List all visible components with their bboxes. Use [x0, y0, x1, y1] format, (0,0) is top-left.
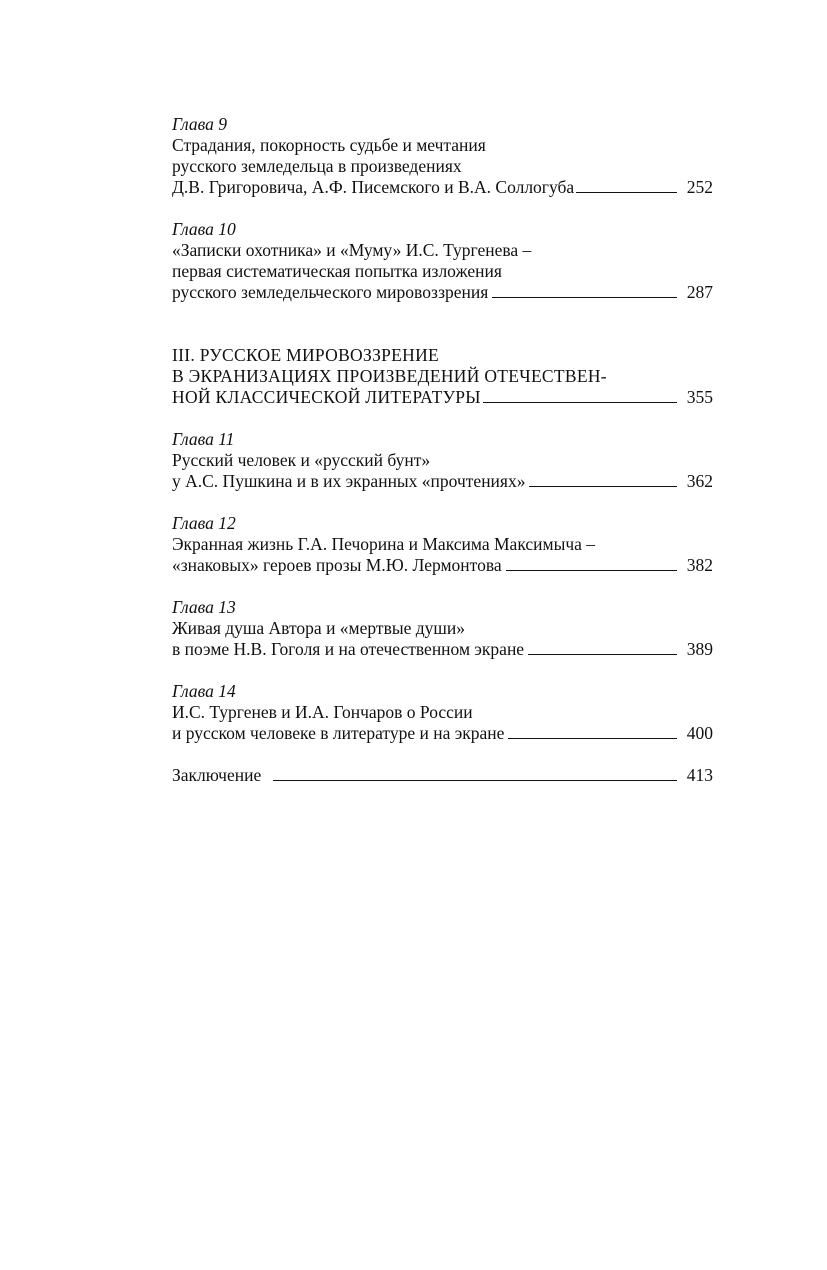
chapter-label: Глава 14 [172, 681, 236, 701]
entry-title-line: «Записки охотника» и «Муму» И.С. Тургенева – [172, 240, 532, 260]
entry-title-line: Страдания, покорность судьбе и мечтания [172, 135, 486, 155]
page-number: 400 [686, 723, 713, 743]
toc-entry-chapter-12[interactable] [172, 513, 713, 576]
chapter-label: Глава 13 [172, 597, 236, 617]
entry-title-last-line [172, 471, 713, 492]
toc-entry-chapter-10[interactable] [172, 219, 713, 303]
entry-title-text: Д.В. Григоровича, А.Ф. Писемского и В.А. Соллогуба [172, 177, 575, 197]
entry-title-line: первая систематическая попытка изложения [172, 261, 502, 281]
leader-line [273, 779, 677, 781]
leader-line [529, 485, 677, 487]
table-of-contents [172, 114, 713, 807]
entry-title-line: русского земледельца в произведениях [172, 156, 462, 176]
entry-title-last-line [172, 177, 713, 198]
leader-line [492, 296, 677, 298]
page-number: 389 [686, 639, 713, 659]
section-title-line: III. РУССКОЕ МИРОВОЗЗРЕНИЕ [172, 345, 440, 365]
leader-line [483, 401, 677, 403]
entry-title-last-line [172, 639, 713, 660]
entry-title-line: Экранная жизнь Г.А. Печорина и Максима Максимыча – [172, 534, 596, 554]
section-title-last-line [172, 387, 713, 408]
page-number: 382 [686, 555, 713, 575]
entry-title-last-line [172, 555, 713, 576]
toc-entry-chapter-9[interactable] [172, 114, 713, 198]
entry-title-text: у А.С. Пушкина и в их экранных «прочтениях» [172, 471, 526, 491]
entry-title-line: И.С. Тургенев и И.А. Гончаров о России [172, 702, 473, 722]
entry-title-text: Заключение [172, 765, 262, 785]
section-title-text: НОЙ КЛАССИЧЕСКОЙ ЛИТЕРАТУРЫ [172, 387, 481, 407]
toc-entry-chapter-13[interactable] [172, 597, 713, 660]
page-number: 252 [686, 177, 713, 197]
page-number: 413 [686, 765, 713, 785]
toc-entry-conclusion[interactable] [172, 765, 713, 786]
entry-title-last-line [172, 765, 713, 786]
chapter-label: Глава 10 [172, 219, 236, 239]
section-title-line: В ЭКРАНИЗАЦИЯХ ПРОИЗВЕДЕНИЙ ОТЕЧЕСТВЕН- [172, 366, 607, 386]
leader-line [576, 191, 677, 193]
entry-title-text: в поэме Н.В. Гоголя и на отечественном экране [172, 639, 525, 659]
entry-title-last-line [172, 723, 713, 744]
leader-line [508, 737, 677, 739]
chapter-label: Глава 9 [172, 114, 227, 134]
entry-title-text: «знаковых» героев прозы М.Ю. Лермонтова [172, 555, 502, 575]
chapter-label: Глава 11 [172, 429, 235, 449]
entry-title-last-line [172, 282, 713, 303]
leader-line [528, 653, 677, 655]
chapter-label: Глава 12 [172, 513, 236, 533]
entry-title-line: Живая душа Автора и «мертвые души» [172, 618, 465, 638]
entry-title-line: Русский человек и «русский бунт» [172, 450, 431, 470]
page-number: 287 [686, 282, 713, 302]
entry-title-text: русского земледельческого мировоззрения [172, 282, 489, 302]
toc-entry-chapter-14[interactable] [172, 681, 713, 744]
leader-line [506, 569, 677, 571]
toc-entry-chapter-11[interactable] [172, 429, 713, 492]
page-number: 355 [686, 387, 713, 407]
toc-entry-part-3[interactable] [172, 345, 713, 408]
page-number: 362 [686, 471, 713, 491]
entry-title-text: и русском человеке в литературе и на экране [172, 723, 505, 743]
